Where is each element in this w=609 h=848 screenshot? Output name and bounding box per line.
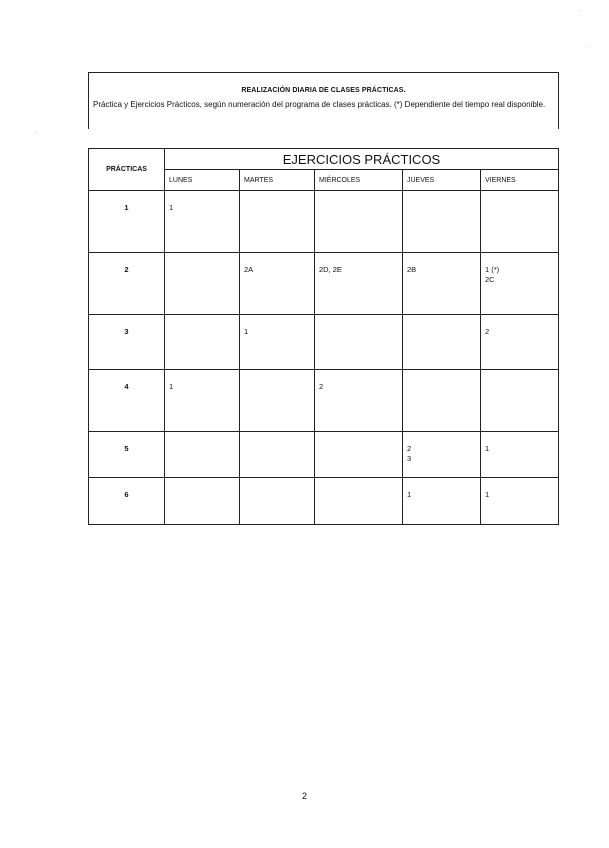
exercise-cell <box>165 253 240 315</box>
practica-number: 4 <box>89 370 165 432</box>
table-row <box>89 191 559 253</box>
exercise-cell <box>403 370 481 432</box>
exercise-cell: 2 3 <box>403 432 481 478</box>
exercise-cell <box>403 191 481 253</box>
exercise-cell <box>315 432 403 478</box>
exercise-cell: 2A <box>240 253 315 315</box>
scan-speck: · <box>36 130 38 136</box>
exercise-cell <box>315 191 403 253</box>
exercise-cell <box>165 432 240 478</box>
exercise-cell <box>481 370 559 432</box>
exercise-cell: 2B <box>403 253 481 315</box>
practica-number: 1 <box>89 191 165 253</box>
exercise-cell <box>240 370 315 432</box>
document-description: Práctica y Ejercicios Prácticos, según numeración del programa de clases prácticas. (*) Dependiente del tiempo real disponible. <box>93 100 546 109</box>
table-row <box>89 370 559 432</box>
day-header-lunes: LUNES <box>165 170 240 191</box>
exercise-cell: 1 <box>165 191 240 253</box>
practica-number: 5 <box>89 432 165 478</box>
practica-number: 2 <box>89 253 165 315</box>
exercise-cell: 1 <box>481 432 559 478</box>
exercise-cell <box>165 478 240 525</box>
practica-number: 3 <box>89 315 165 370</box>
schedule-table <box>88 148 559 525</box>
scan-speck: · <box>586 44 588 50</box>
exercise-cell: 2 <box>481 315 559 370</box>
header-box <box>88 72 559 129</box>
exercise-cell: 2D, 2E <box>315 253 403 315</box>
table-row <box>89 315 559 370</box>
ejercicios-header: EJERCICIOS PRÁCTICOS <box>165 149 559 170</box>
exercise-cell: 1 <box>240 315 315 370</box>
table-row <box>89 253 559 315</box>
exercise-cell <box>240 478 315 525</box>
exercise-cell <box>403 315 481 370</box>
page-number: 2 <box>301 791 307 801</box>
exercise-cell <box>315 478 403 525</box>
exercise-cell <box>315 315 403 370</box>
practica-number: 6 <box>89 478 165 525</box>
day-header-miercoles: MIÉRCOLES <box>315 170 403 191</box>
scan-speck: · <box>580 8 582 14</box>
exercise-cell: 1 <box>481 478 559 525</box>
practicas-header: PRÁCTICAS <box>89 149 165 191</box>
day-header-viernes: VIERNES <box>481 170 559 191</box>
exercise-cell: 1 <box>165 370 240 432</box>
exercise-cell: 1 <box>403 478 481 525</box>
exercise-cell <box>481 191 559 253</box>
day-header-martes: MARTES <box>240 170 315 191</box>
table-row <box>89 478 559 525</box>
table-row <box>89 432 559 478</box>
exercise-cell: 1 (*) 2C <box>481 253 559 315</box>
exercise-cell <box>240 432 315 478</box>
exercise-cell <box>240 191 315 253</box>
exercise-cell: 2 <box>315 370 403 432</box>
exercise-cell <box>165 315 240 370</box>
document-title: REALIZACIÓN DIARIA DE CLASES PRÁCTICAS. <box>241 87 406 94</box>
day-header-jueves: JUEVES <box>403 170 481 191</box>
